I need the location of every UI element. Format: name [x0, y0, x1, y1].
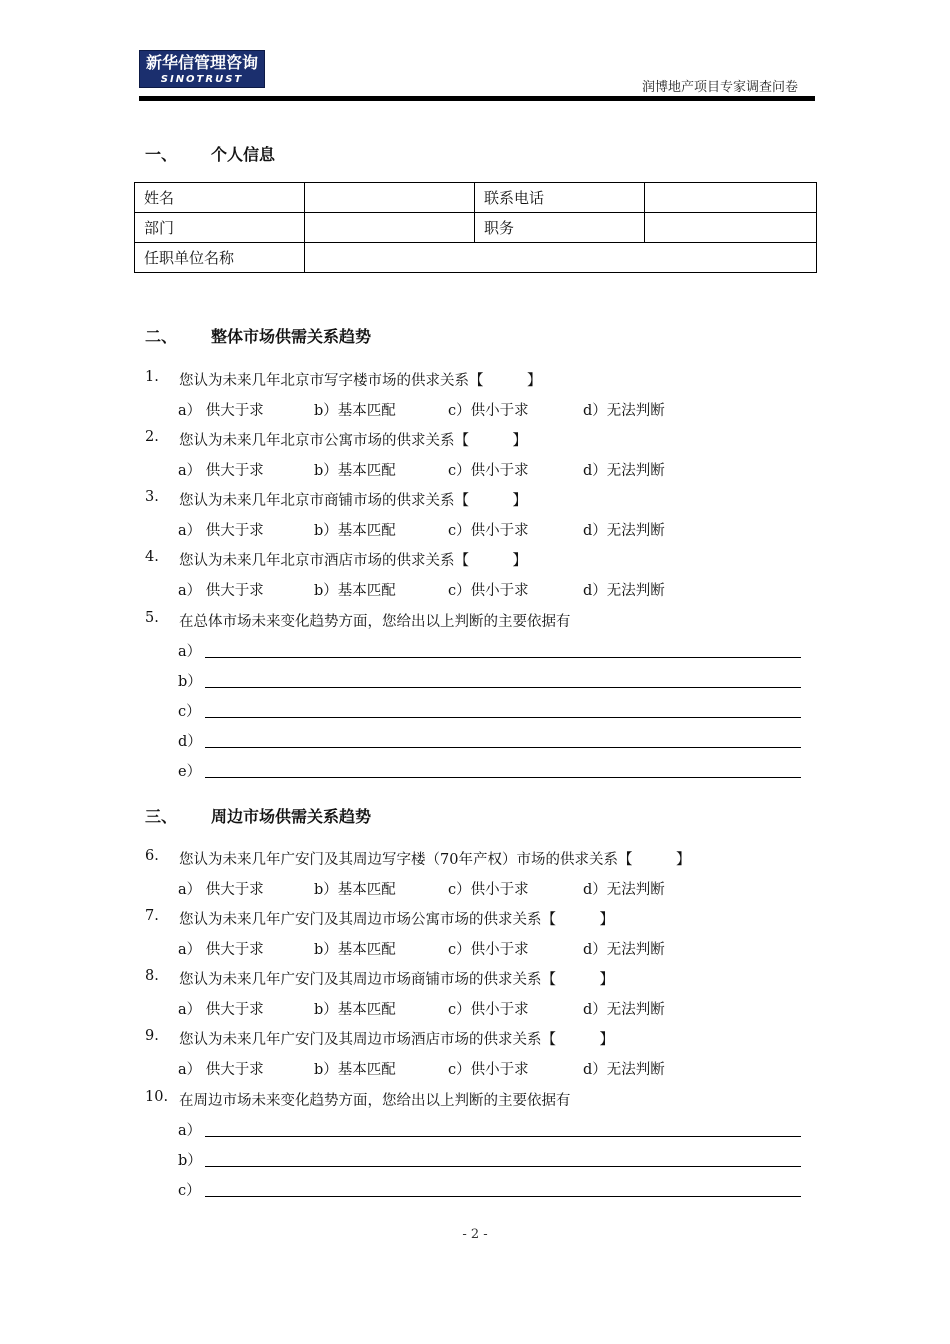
option-d[interactable]: d）无法判断 — [583, 583, 665, 599]
question-section2-questions-1 — [145, 429, 825, 449]
answer-line-label: d） — [178, 734, 202, 750]
question-number: 2. — [145, 429, 159, 445]
answer-line[interactable] — [205, 687, 801, 688]
section-title: 周边市场供需关系趋势 — [211, 807, 372, 826]
department-field[interactable] — [305, 213, 475, 243]
option-a[interactable]: a） 供大于求 — [178, 583, 264, 599]
question-text: 您认为未来几年广安门及其周边市场酒店市场的供求关系【 】 — [179, 1032, 614, 1048]
answer-line[interactable] — [205, 1136, 801, 1137]
section-heading-overall-market — [145, 324, 545, 346]
question-text: 您认为未来几年北京市公寓市场的供求关系【 】 — [179, 433, 527, 449]
personal-info-table — [134, 182, 817, 273]
open-question — [145, 1089, 825, 1109]
answer-line-label: b） — [178, 1153, 202, 1169]
option-a[interactable]: a） 供大于求 — [178, 1002, 264, 1018]
department-label: 部门 — [135, 213, 305, 243]
phone-field[interactable] — [645, 183, 817, 213]
option-b[interactable]: b）基本匹配 — [314, 583, 396, 599]
question-section3-questions-3 — [145, 1028, 825, 1048]
option-b[interactable]: b）基本匹配 — [314, 1062, 396, 1078]
header-rule — [139, 96, 815, 101]
employer-field[interactable] — [305, 243, 817, 273]
question-text: 您认为未来几年广安门及其周边写字楼（70年产权）市场的供求关系【 】 — [179, 852, 691, 868]
option-d[interactable]: d）无法判断 — [583, 1002, 665, 1018]
question-number: 5. — [145, 610, 159, 626]
option-a[interactable]: a） 供大于求 — [178, 463, 264, 479]
answer-line-label: a） — [178, 1123, 202, 1139]
answer-line-label: e） — [178, 764, 202, 780]
document-title: 润博地产项目专家调查问卷 — [641, 80, 798, 95]
position-label: 职务 — [475, 213, 645, 243]
option-d[interactable]: d）无法判断 — [583, 882, 665, 898]
option-c[interactable]: c）供小于求 — [448, 583, 529, 599]
option-c[interactable]: c）供小于求 — [448, 403, 529, 419]
option-d[interactable]: d）无法判断 — [583, 523, 665, 539]
answer-line[interactable] — [205, 657, 801, 658]
question-section3-questions-2 — [145, 968, 825, 988]
option-d[interactable]: d）无法判断 — [583, 403, 665, 419]
name-field[interactable] — [305, 183, 475, 213]
option-c[interactable]: c）供小于求 — [448, 942, 529, 958]
question-text: 您认为未来几年广安门及其周边市场公寓市场的供求关系【 】 — [179, 912, 614, 928]
question-number: 4. — [145, 549, 159, 565]
table-row — [135, 183, 817, 213]
answer-line-label: a） — [178, 644, 202, 660]
question-section3-questions-1 — [145, 908, 825, 928]
question-text: 您认为未来几年北京市写字楼市场的供求关系【 】 — [179, 373, 542, 389]
answer-line-label: c） — [178, 1183, 201, 1199]
option-a[interactable]: a） 供大于求 — [178, 882, 264, 898]
question-number: 10. — [145, 1089, 169, 1105]
option-a[interactable]: a） 供大于求 — [178, 1062, 264, 1078]
section-number: 三、 — [145, 807, 178, 826]
option-b[interactable]: b）基本匹配 — [314, 463, 396, 479]
answer-line-label: c） — [178, 704, 201, 720]
answer-line[interactable] — [205, 1166, 801, 1167]
table-row — [135, 243, 817, 273]
option-c[interactable]: c）供小于求 — [448, 882, 529, 898]
question-text: 在周边市场未来变化趋势方面，您给出以上判断的主要依据有 — [179, 1093, 571, 1109]
question-number: 6. — [145, 848, 159, 864]
option-b[interactable]: b）基本匹配 — [314, 942, 396, 958]
logo-english-text: SINOTRUST — [160, 74, 244, 85]
section-heading-surrounding-market — [145, 804, 545, 826]
section-title: 个人信息 — [211, 145, 276, 164]
answer-line[interactable] — [205, 747, 801, 748]
answer-line[interactable] — [205, 777, 801, 778]
section-number: 二、 — [145, 327, 178, 346]
option-b[interactable]: b）基本匹配 — [314, 403, 396, 419]
page-number: - 2 - — [462, 1227, 488, 1242]
option-c[interactable]: c）供小于求 — [448, 1002, 529, 1018]
option-c[interactable]: c）供小于求 — [448, 463, 529, 479]
open-question — [145, 610, 825, 630]
section-number: 一、 — [145, 145, 178, 164]
question-text: 您认为未来几年北京市商铺市场的供求关系【 】 — [179, 493, 527, 509]
option-a[interactable]: a） 供大于求 — [178, 523, 264, 539]
option-d[interactable]: d）无法判断 — [583, 942, 665, 958]
employer-label: 任职单位名称 — [135, 243, 305, 273]
option-a[interactable]: a） 供大于求 — [178, 403, 264, 419]
question-section2-questions-0 — [145, 369, 825, 389]
option-b[interactable]: b）基本匹配 — [314, 882, 396, 898]
option-c[interactable]: c）供小于求 — [448, 523, 529, 539]
option-d[interactable]: d）无法判断 — [583, 463, 665, 479]
question-section3-questions-0 — [145, 848, 825, 868]
answer-line[interactable] — [205, 717, 801, 718]
option-b[interactable]: b）基本匹配 — [314, 523, 396, 539]
table-row — [135, 213, 817, 243]
question-number: 7. — [145, 908, 159, 924]
section-heading-personal-info — [145, 142, 445, 164]
question-number: 3. — [145, 489, 159, 505]
section-title: 整体市场供需关系趋势 — [211, 327, 372, 346]
question-section2-questions-3 — [145, 549, 825, 569]
question-number: 8. — [145, 968, 159, 984]
name-label: 姓名 — [135, 183, 305, 213]
phone-label: 联系电话 — [475, 183, 645, 213]
answer-line[interactable] — [205, 1196, 801, 1197]
option-d[interactable]: d）无法判断 — [583, 1062, 665, 1078]
question-section2-questions-2 — [145, 489, 825, 509]
position-field[interactable] — [645, 213, 817, 243]
question-text: 您认为未来几年广安门及其周边市场商铺市场的供求关系【 】 — [179, 972, 614, 988]
question-text: 在总体市场未来变化趋势方面，您给出以上判断的主要依据有 — [179, 614, 571, 630]
option-a[interactable]: a） 供大于求 — [178, 942, 264, 958]
answer-line-label: b） — [178, 674, 202, 690]
logo-chinese-text: 新华信管理咨询 — [145, 53, 258, 72]
question-text: 您认为未来几年北京市酒店市场的供求关系【 】 — [179, 553, 527, 569]
question-number: 1. — [145, 369, 159, 385]
option-c[interactable]: c）供小于求 — [448, 1062, 529, 1078]
option-b[interactable]: b）基本匹配 — [314, 1002, 396, 1018]
company-logo — [139, 50, 265, 88]
question-number: 9. — [145, 1028, 159, 1044]
